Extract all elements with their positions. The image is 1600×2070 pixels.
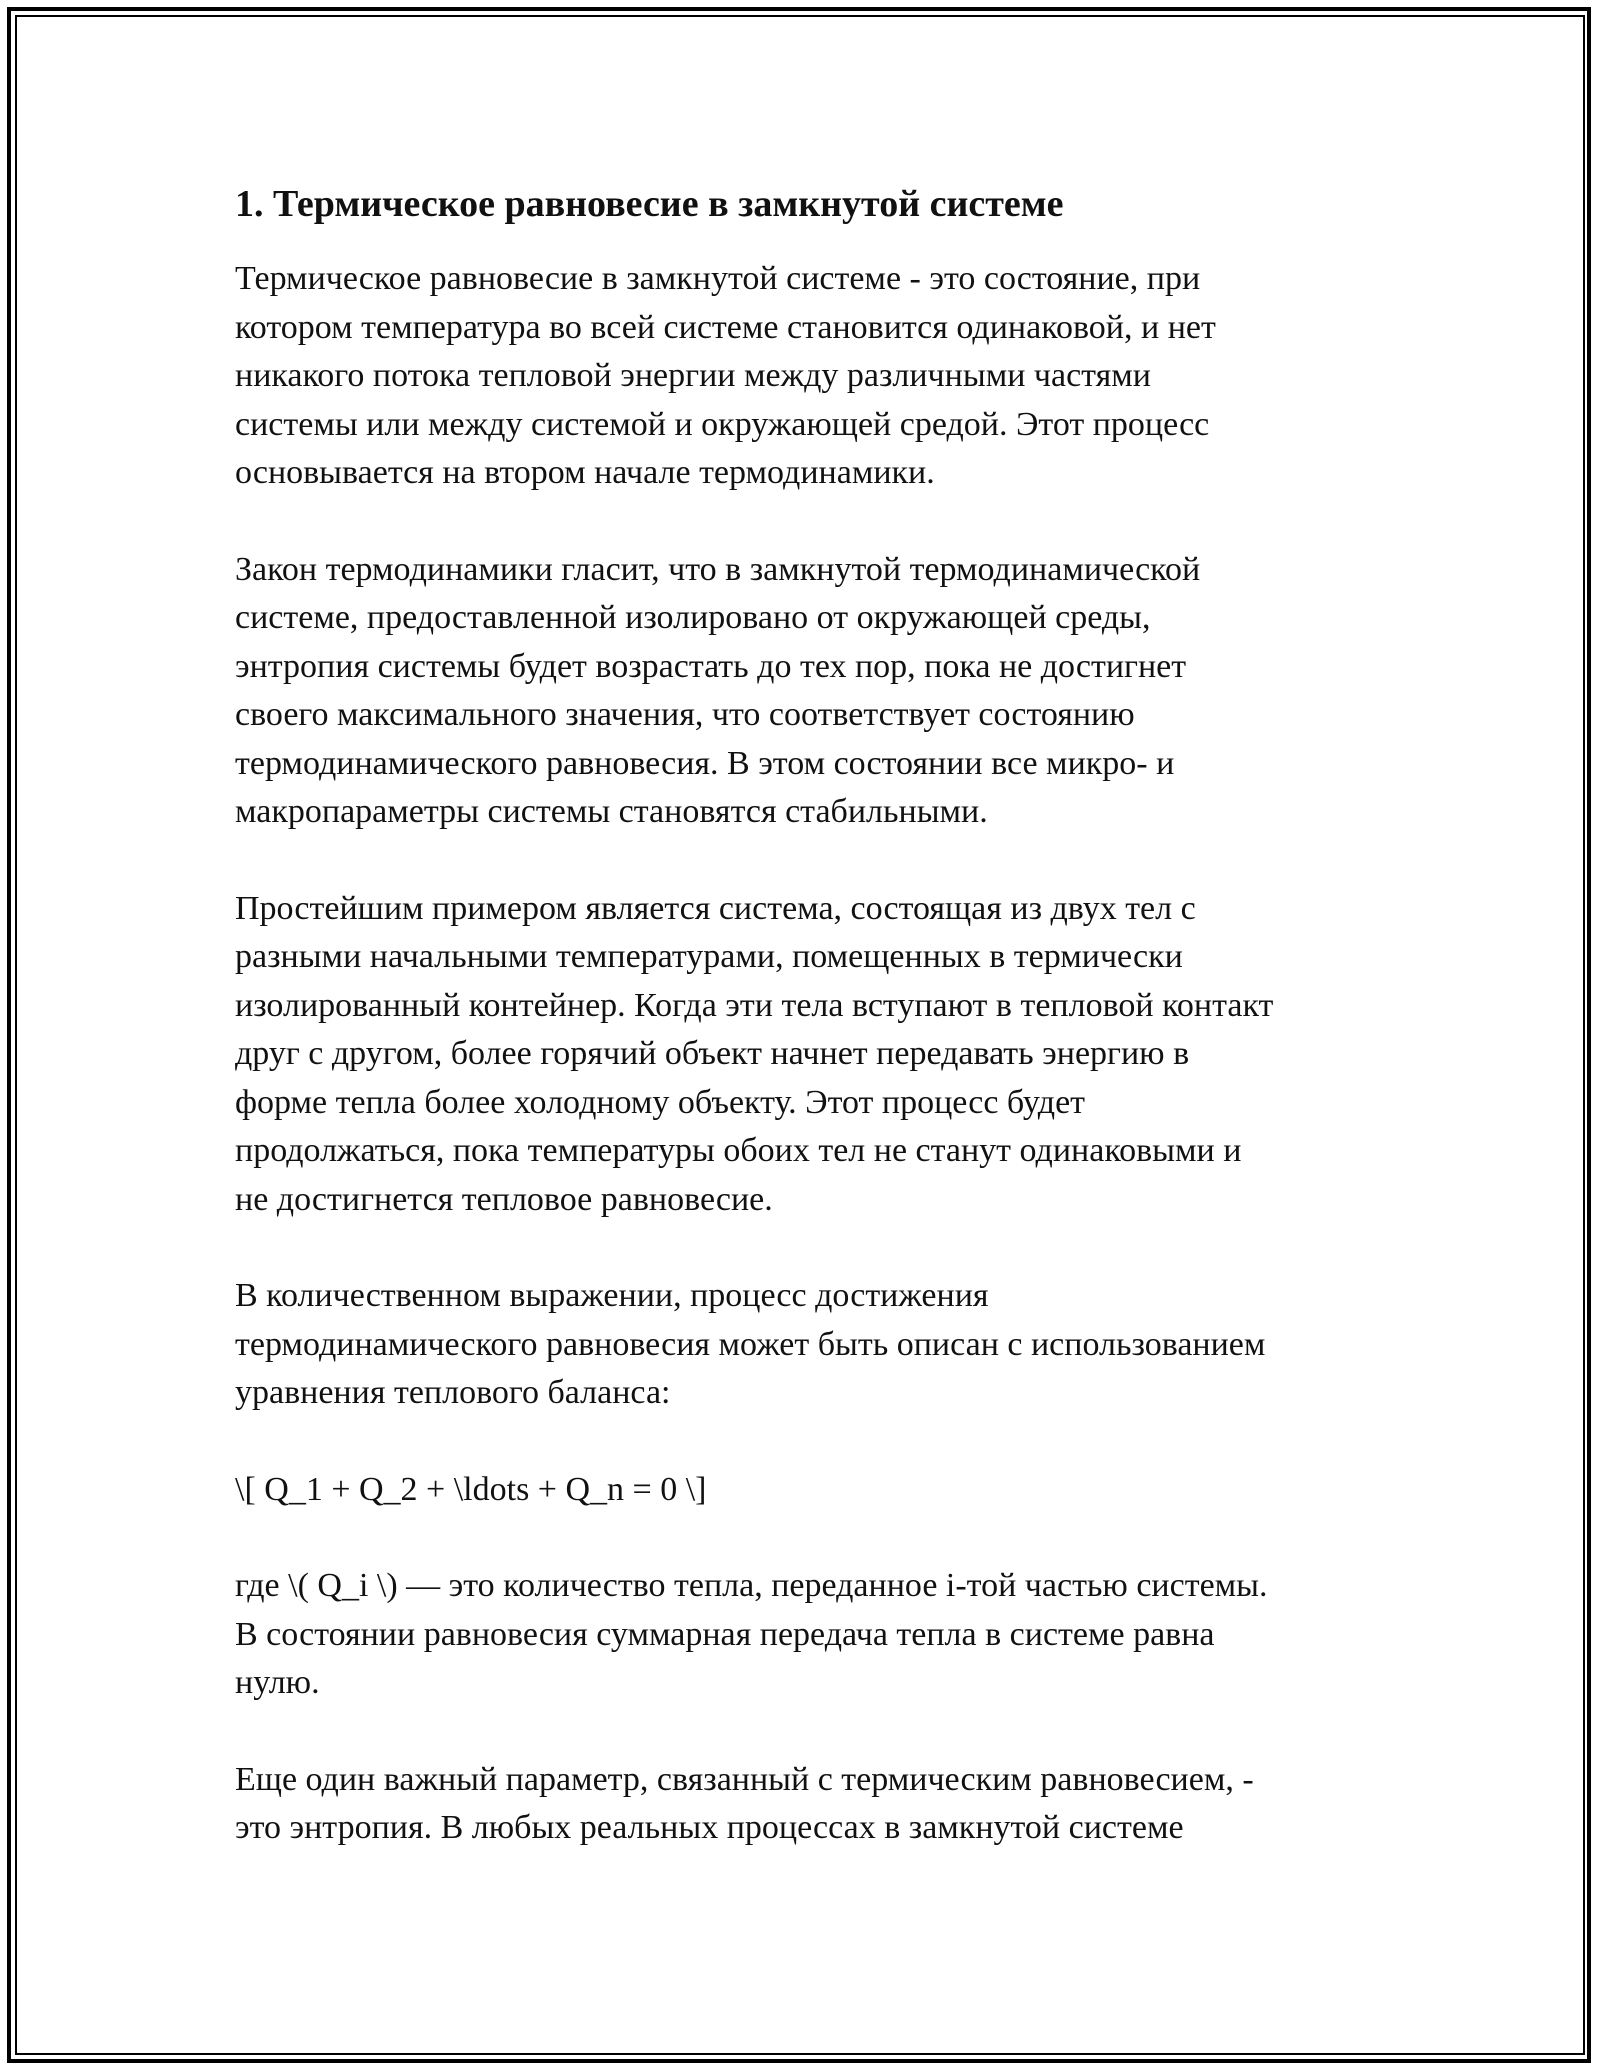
heat-balance-formula: \[ Q_1 + Q_2 + \ldots + Q_n = 0 \] <box>235 1470 707 1508</box>
paragraph-example: Простейшим примером является система, состоящая из двух тел с разными начальными температурами, помещенных в термически изолированный контейнер. Когда эти тела вступают в тепловой контакт друг с другом, более горячий объект начнет передавать энергию в форме тепла более холодному объекту. Этот процесс будет продолжаться, пока температуры обоих тел не станут одинаковыми и не достигнется тепловое равновесие. <box>235 889 1274 1218</box>
paragraph-entropy: Еще один важный параметр, связанный с термическим равновесием, - это энтропия. В любых реальных процессах в замкнутой системе <box>235 1760 1254 1847</box>
paragraph-definition: Термическое равновесие в замкнутой системе - это состояние, при котором температура во всей системе становится одинаковой, и нет никакого потока тепловой энергии между различными частями системы или между системой и окружающей средой. Этот процесс основывается на втором начале термодинамики. <box>235 260 1216 492</box>
section-title: 1. Термическое равновесие в замкнутой системе <box>235 183 1064 225</box>
document-body <box>235 180 1385 1901</box>
paragraph-thermodynamics-law: Закон термодинамики гласит, что в замкнутой термодинамической системе, предоставленной изолировано от окружающей среды, энтропия системы будет возрастать до тех пор, пока не достигнет своего максимального значения, что соответствует состоянию термодинамического равновесия. В этом состоянии все микро- и макропараметры системы становятся стабильными. <box>235 550 1201 831</box>
paragraph-formula-explanation: где \( Q_i \) — это количество тепла, переданное i-той частью системы. В состоянии равновесия суммарная передача тепла в системе равна нулю. <box>235 1567 1268 1702</box>
paragraph-heat-balance-intro: В количественном выражении, процесс достижения термодинамического равновесия может быть описан с использованием уравнения теплового баланса: <box>235 1277 1266 1412</box>
